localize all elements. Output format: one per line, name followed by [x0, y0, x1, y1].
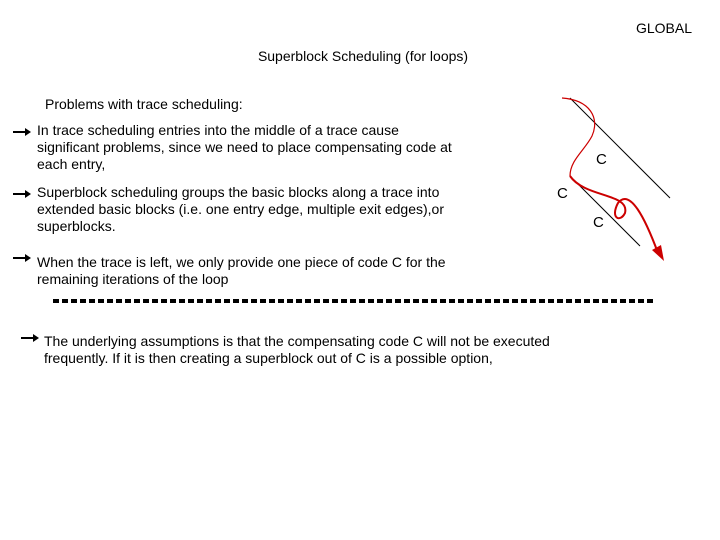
exit-arrow: [570, 176, 658, 253]
exit-arrowhead: [652, 245, 664, 261]
slide-title: Superblock Scheduling (for loops): [257, 48, 469, 64]
right-arrow-icon: [12, 126, 32, 138]
trace-line-upper: [570, 98, 670, 198]
section-heading: Problems with trace scheduling:: [45, 96, 243, 112]
trace-diagram: [540, 88, 680, 268]
bullet-text-1: In trace scheduling entries into the middle of a trace cause significant problems, since we need to place compensating code at each entry,: [37, 122, 452, 172]
dashed-divider: [53, 298, 655, 304]
right-arrow-icon: [12, 188, 32, 200]
c-label-lower: C: [593, 214, 604, 231]
c-label-upper: C: [596, 151, 607, 168]
right-arrow-icon: [12, 252, 32, 264]
bullet-text-3: When the trace is left, we only provide one piece of code C for the remaining iterations of the loop: [37, 254, 446, 287]
global-label: GLOBAL: [635, 20, 692, 36]
bullet-text-2: Superblock scheduling groups the basic blocks along a trace into extended basic blocks (i.e. one entry edge, multiple exit edges),or superblocks.: [37, 184, 445, 234]
c-label-left: C: [557, 185, 568, 202]
entry-arc: [562, 98, 595, 176]
right-arrow-icon: [20, 332, 40, 344]
note-text: The underlying assumptions is that the compensating code C will not be executed frequently. If it is then creating a superblock out of C is a possible option,: [44, 333, 550, 366]
